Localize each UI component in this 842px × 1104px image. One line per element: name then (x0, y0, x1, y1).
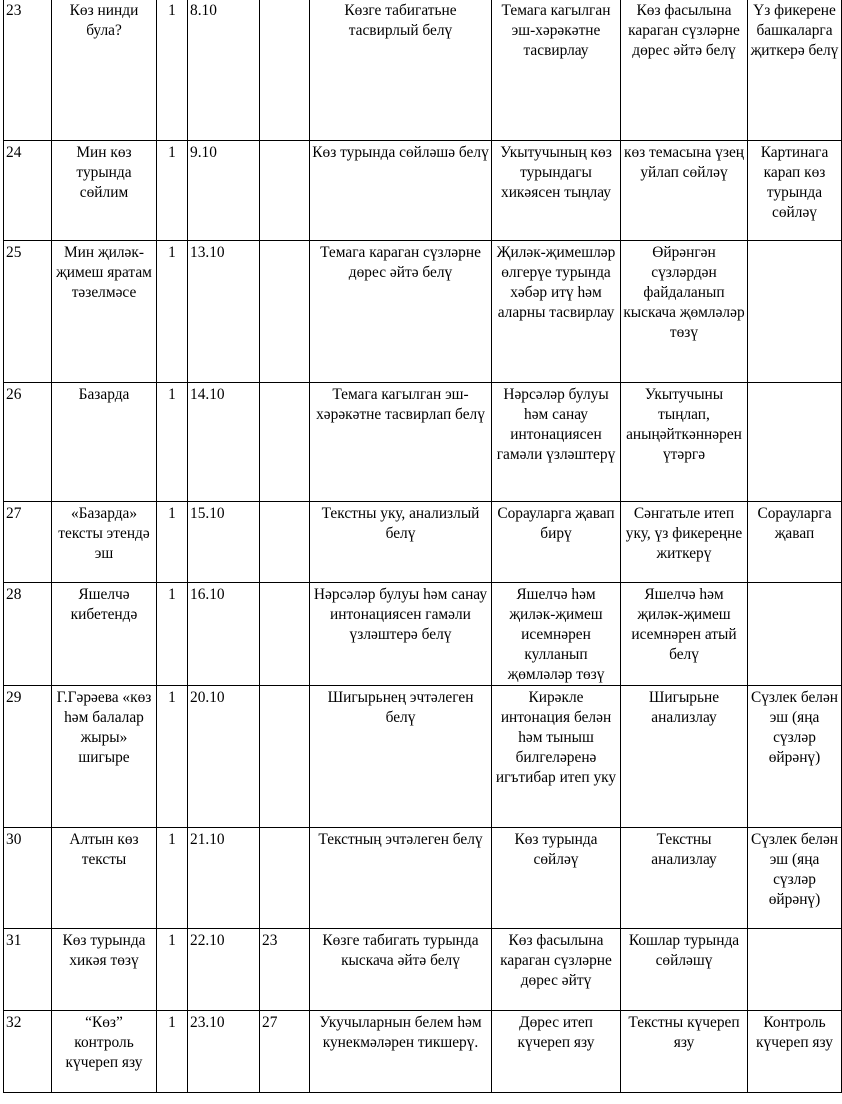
correction-date (260, 502, 310, 583)
correction-date (260, 383, 310, 502)
table-row (4, 241, 842, 383)
lesson-date: 15.10 (188, 502, 260, 583)
lesson-note: Сорауларга җавап (748, 502, 842, 583)
student-activity: Сорауларга җавап бирү (492, 502, 621, 583)
lesson-goal: Текстның эчтәлеген белү (310, 828, 492, 929)
lesson-note (748, 241, 842, 383)
lesson-goal: Көзге табигать турында кыскача әйтә белү (310, 929, 492, 1011)
hours-count: 1 (157, 383, 188, 502)
table-row (4, 0, 842, 141)
student-activity: Көз фасылына караган сүзләрне дөрес әйтү (492, 929, 621, 1011)
lesson-topic: Алтын көз тексты (52, 828, 157, 929)
hours-count: 1 (157, 828, 188, 929)
lesson-topic: Мин көз турында сөйлим (52, 141, 157, 241)
lesson-goal: Нәрсәләр булуы һәм санау интонациясен гамәли үзләштерә белү (310, 583, 492, 686)
hours-count: 1 (157, 583, 188, 686)
lesson-goal: Темага кагылган эш-хәрәкәтне тасвирлап белү (310, 383, 492, 502)
row-number: 23 (4, 0, 52, 141)
expected-result: Текстны күчереп язу (621, 1011, 748, 1093)
row-number: 27 (4, 502, 52, 583)
table-row (4, 828, 842, 929)
correction-date (260, 241, 310, 383)
lesson-date: 23.10 (188, 1011, 260, 1093)
expected-result: Өйрәнгән сүзләрдән файдаланып кыскача җөмләләр төзү (621, 241, 748, 383)
row-number: 28 (4, 583, 52, 686)
hours-count: 1 (157, 502, 188, 583)
table-row (4, 583, 842, 686)
table-row (4, 686, 842, 828)
row-number: 29 (4, 686, 52, 828)
hours-count: 1 (157, 929, 188, 1011)
correction-date (260, 583, 310, 686)
student-activity: Җиләк-җимешләр өлгерүе турында хәбәр итү һәм аларны тасвирлау (492, 241, 621, 383)
lesson-note: Контроль күчереп язу (748, 1011, 842, 1093)
student-activity: Укытучының көз турындагы хикәясен тыңлау (492, 141, 621, 241)
row-number: 24 (4, 141, 52, 241)
table-row (4, 141, 842, 241)
lesson-note: Картинага карап көз турында сөйләү (748, 141, 842, 241)
student-activity: Дөрес итеп күчереп язу (492, 1011, 621, 1093)
lesson-plan-table (3, 0, 842, 1093)
lesson-note (748, 929, 842, 1011)
lesson-date: 22.10 (188, 929, 260, 1011)
lesson-note: Үз фикерене башкаларга җиткерә белү (748, 0, 842, 141)
correction-date (260, 828, 310, 929)
expected-result: Шигырьне анализлау (621, 686, 748, 828)
row-number: 25 (4, 241, 52, 383)
expected-result: Көз фасылына караган сүзләрне дөрес әйтә белү (621, 0, 748, 141)
lesson-goal: Темага караган сүзләрне дөрес әйтә белү (310, 241, 492, 383)
lesson-date: 20.10 (188, 686, 260, 828)
lesson-date: 14.10 (188, 383, 260, 502)
lesson-note: Сүзлек белән эш (яңа сүзләр өйрәнү) (748, 828, 842, 929)
lesson-topic: «Базарда» тексты этендә эш (52, 502, 157, 583)
student-activity: Яшелчә һәм җиләк-җимеш исемнәрен кулланып җөмләләр төзү (492, 583, 621, 686)
lesson-topic: Базарда (52, 383, 157, 502)
student-activity: Кирәкле интонация белән һәм тыныш билгеләренә игътибар итеп уку (492, 686, 621, 828)
row-number: 31 (4, 929, 52, 1011)
row-number: 26 (4, 383, 52, 502)
hours-count: 1 (157, 1011, 188, 1093)
lesson-note (748, 383, 842, 502)
lesson-goal: Көзге табигатьне тасвирлый белү (310, 0, 492, 141)
lesson-goal: Шигырьнең эчтәлеген белү (310, 686, 492, 828)
table-row (4, 1011, 842, 1093)
lesson-topic: Көз нинди була? (52, 0, 157, 141)
expected-result: Яшелчә һәм җиләк-җимеш исемнәрен атый белү (621, 583, 748, 686)
lesson-topic: Мин җиләк-җимеш яратам тәзелмәсе (52, 241, 157, 383)
lesson-date: 16.10 (188, 583, 260, 686)
lesson-date: 13.10 (188, 241, 260, 383)
student-activity: Нәрсәләр булуы һәм санау интонациясен гамәли үзләштерү (492, 383, 621, 502)
lesson-goal: Текстны уку, анализлый белү (310, 502, 492, 583)
table-row (4, 929, 842, 1011)
row-number: 32 (4, 1011, 52, 1093)
lesson-note: Сүзлек белән эш (яңа сүзләр өйрәнү) (748, 686, 842, 828)
lesson-topic: Көз турында хикәя төзү (52, 929, 157, 1011)
correction-date (260, 141, 310, 241)
table-row (4, 383, 842, 502)
hours-count: 1 (157, 141, 188, 241)
hours-count: 1 (157, 0, 188, 141)
lesson-date: 8.10 (188, 0, 260, 141)
expected-result: Кошлар турында сөйләшү (621, 929, 748, 1011)
correction-date (260, 686, 310, 828)
hours-count: 1 (157, 686, 188, 828)
expected-result: Укытучыны тыңлап, аныңәйткәннәрен үтәргә (621, 383, 748, 502)
lesson-topic: Г.Гәрәева «көз һәм балалар жыры» шигыре (52, 686, 157, 828)
lesson-date: 21.10 (188, 828, 260, 929)
hours-count: 1 (157, 241, 188, 383)
student-activity: Көз турында сөйләү (492, 828, 621, 929)
lesson-date: 9.10 (188, 141, 260, 241)
expected-result: көз темасына үзең уйлап сөйләү (621, 141, 748, 241)
row-number: 30 (4, 828, 52, 929)
lesson-topic: “Көз” контроль күчереп язу (52, 1011, 157, 1093)
lesson-goal: Көз турында сөйләшә белү (310, 141, 492, 241)
lesson-note (748, 583, 842, 686)
correction-date: 23 (260, 929, 310, 1011)
expected-result: Текстны анализлау (621, 828, 748, 929)
lesson-topic: Яшелчә кибетендә (52, 583, 157, 686)
student-activity: Темага кагылган эш-хәрәкәтне тасвирлау (492, 0, 621, 141)
expected-result: Сәнгатьле итеп уку, үз фикереңне житкерү (621, 502, 748, 583)
lesson-goal: Укучыларнын белем һәм кунекмәләрен тикшерү. (310, 1011, 492, 1093)
correction-date: 27 (260, 1011, 310, 1093)
table-row (4, 502, 842, 583)
correction-date (260, 0, 310, 141)
